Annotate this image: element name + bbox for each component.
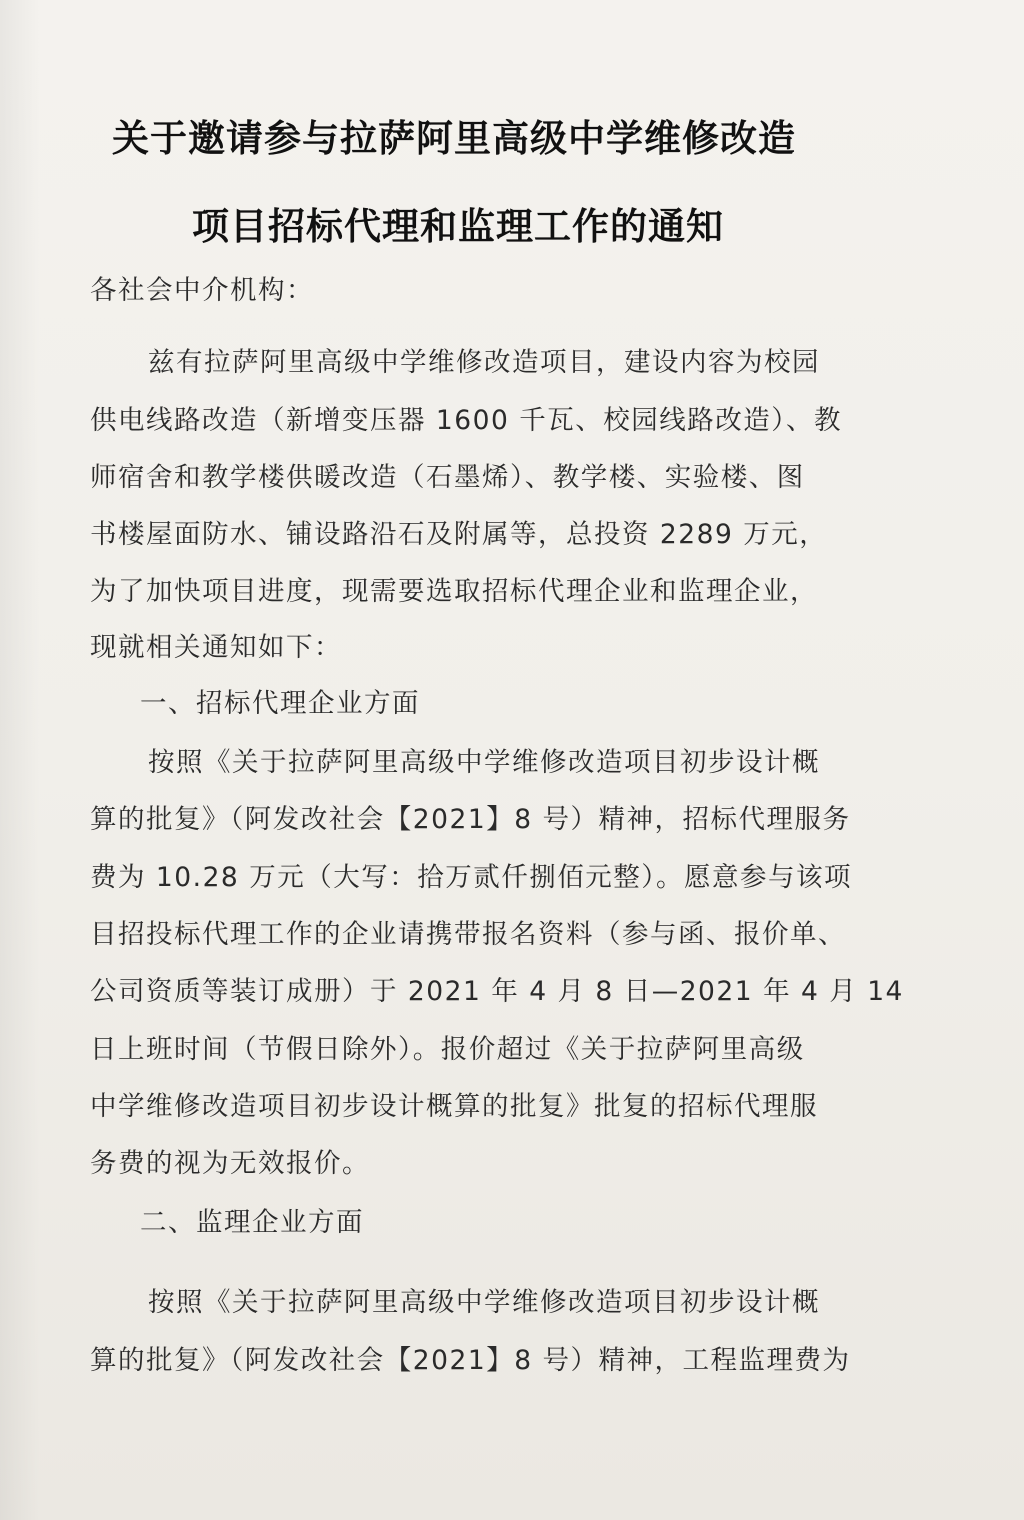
- body-line: 日上班时间（节假日除外）。报价超过《关于拉萨阿里高级: [90, 1034, 805, 1065]
- document-title-line-1: 关于邀请参与拉萨阿里高级中学维修改造: [112, 116, 796, 160]
- body-line: 目招投标代理工作的企业请携带报名资料（参与函、报价单、: [90, 919, 846, 950]
- body-line: 为了加快项目进度，现需要选取招标代理企业和监理企业，: [90, 576, 818, 607]
- section-heading-supervision: 二、监理企业方面: [140, 1207, 364, 1238]
- body-line: 按照《关于拉萨阿里高级中学维修改造项目初步设计概: [148, 1287, 820, 1318]
- body-line: 务费的视为无效报价。: [90, 1148, 370, 1179]
- body-line: 算的批复》（阿发改社会【2021】8 号）精神，招标代理服务: [90, 804, 851, 835]
- document-title-line-2: 项目招标代理和监理工作的通知: [192, 204, 724, 248]
- body-line: 兹有拉萨阿里高级中学维修改造项目，建设内容为校园: [148, 347, 820, 378]
- body-line: 中学维修改造项目初步设计概算的批复》批复的招标代理服: [90, 1091, 818, 1122]
- body-line: 算的批复》（阿发改社会【2021】8 号）精神，工程监理费为: [90, 1345, 851, 1376]
- body-line: 供电线路改造（新增变压器 1600 千瓦、校园线路改造）、教: [90, 405, 843, 436]
- salutation: 各社会中介机构：: [90, 275, 314, 306]
- body-line: 师宿舍和教学楼供暖改造（石墨烯）、教学楼、实验楼、图: [90, 462, 805, 493]
- section-heading-bidding-agency: 一、招标代理企业方面: [140, 688, 420, 719]
- body-line: 现就相关通知如下：: [90, 632, 342, 663]
- body-line: 按照《关于拉萨阿里高级中学维修改造项目初步设计概: [148, 747, 820, 778]
- body-line: 公司资质等装订成册）于 2021 年 4 月 8 日—2021 年 4 月 14: [90, 976, 904, 1007]
- body-line: 书楼屋面防水、铺设路沿石及附属等，总投资 2289 万元，: [90, 519, 828, 550]
- body-line: 费为 10.28 万元（大写：拾万贰仟捌佰元整）。愿意参与该项: [90, 862, 852, 893]
